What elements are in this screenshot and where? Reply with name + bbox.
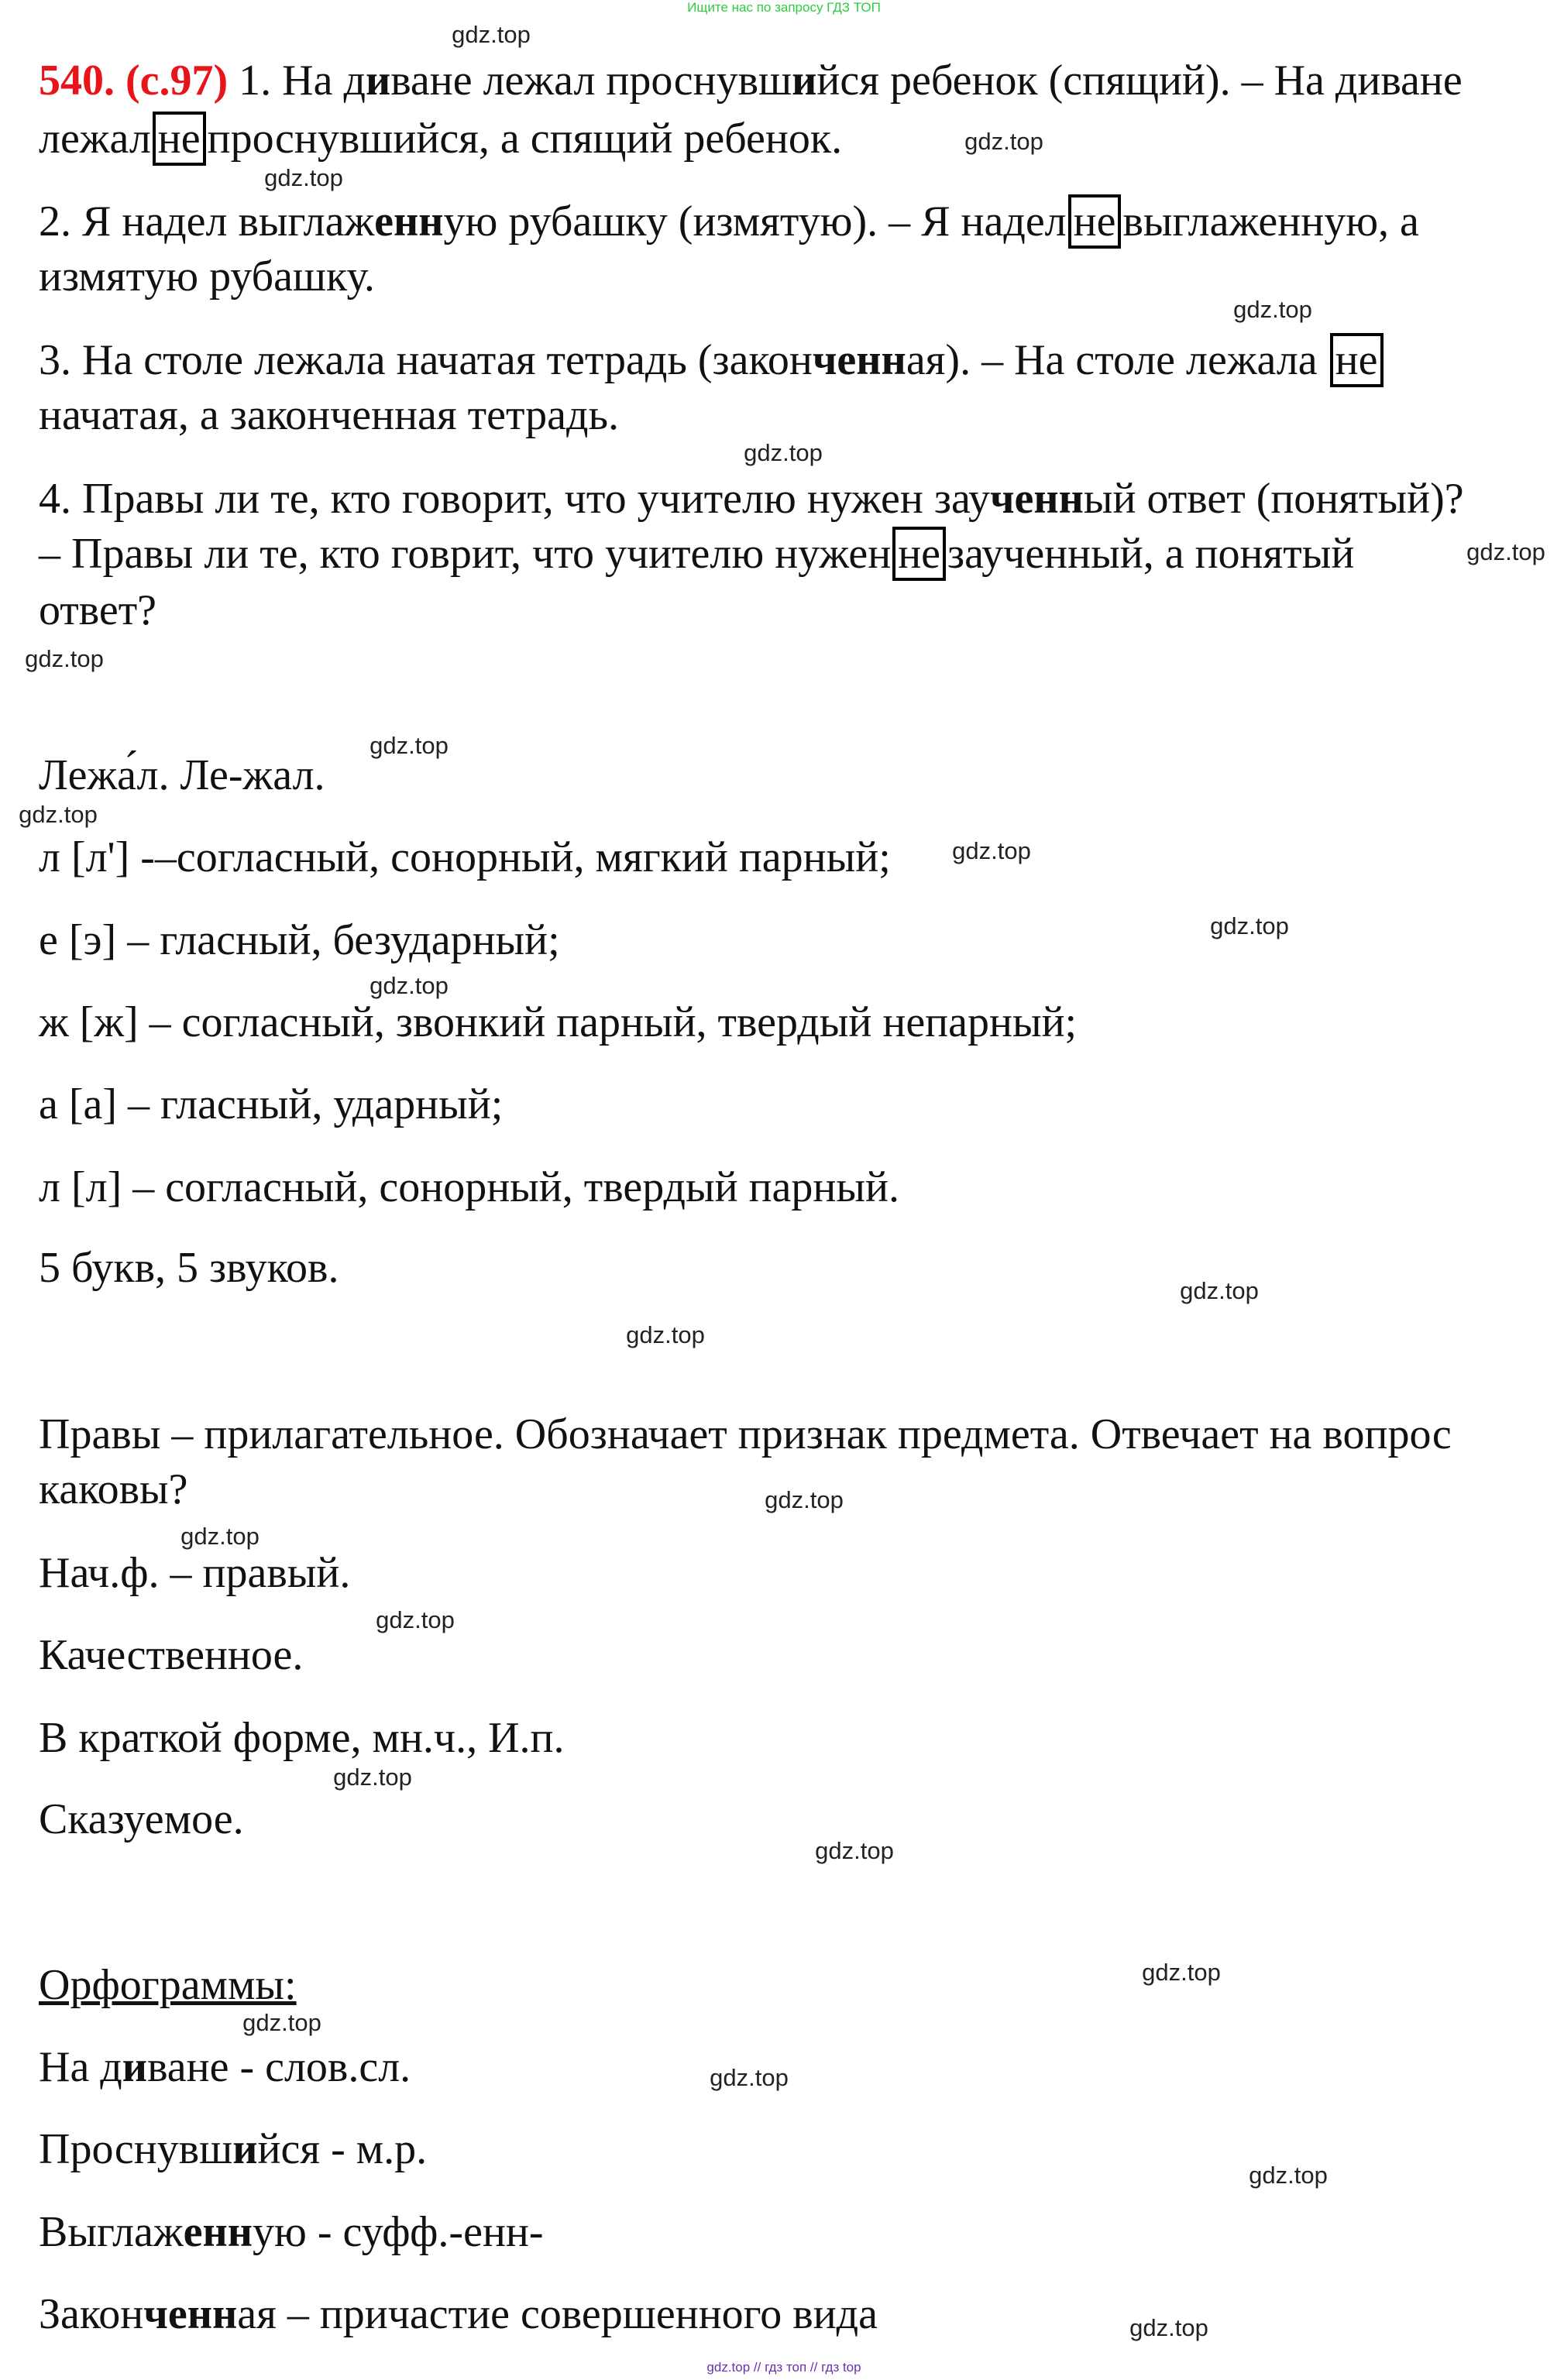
text-segment: Сказуемое. — [39, 1795, 244, 1843]
gdz-watermark: gdz.top — [1142, 1959, 1221, 1986]
gdz-watermark: gdz.top — [180, 1523, 260, 1550]
text-segment: л [л] – согласный, сонорный, твердый парный. — [39, 1163, 899, 1211]
text-line — [39, 1163, 899, 1212]
gdz-watermark: gdz.top — [19, 801, 98, 828]
text-segment: заученный, а понятый — [947, 530, 1355, 578]
boxed-particle: не — [1068, 194, 1122, 249]
highlighted-letters: и — [792, 57, 817, 105]
text-segment: 2. Я надел выглаж — [39, 197, 375, 246]
highlighted-letters: ченн — [143, 2290, 238, 2338]
text-segment: ая – причастие совершенного вида — [237, 2290, 878, 2338]
text-segment: 1. На д — [228, 57, 366, 105]
text-line — [39, 529, 1354, 579]
text-segment: каковы? — [39, 1465, 188, 1513]
text-line — [39, 1960, 297, 2010]
text-segment: ый ответ (понятый)? — [1083, 475, 1464, 523]
gdz-watermark: gdz.top — [333, 1764, 412, 1791]
text-segment: ую рубашку (измятую). – Я надел — [443, 197, 1067, 246]
text-segment: ответ? — [39, 586, 157, 634]
text-segment: 4. Правы ли те, кто говорит, что учителю нужен зау — [39, 475, 990, 523]
text-line — [39, 1713, 564, 1763]
text-line — [39, 252, 375, 301]
text-segment: е [э] – гласный, безударный; — [39, 916, 560, 964]
gdz-watermark: gdz.top — [25, 645, 104, 672]
gdz-watermark: gdz.top — [1249, 2162, 1328, 2189]
text-segment: Проснувш — [39, 2125, 233, 2173]
highlighted-letters: и — [122, 2043, 148, 2091]
text-line — [39, 56, 1463, 105]
gdz-watermark: gdz.top — [710, 2064, 789, 2091]
highlighted-letters: ченн — [989, 475, 1084, 523]
gdz-watermark: gdz.top — [370, 732, 449, 759]
gdz-watermark: gdz.top — [376, 1606, 455, 1633]
text-segment: Лежа́л. Ле-жал. — [39, 751, 325, 799]
gdz-watermark: gdz.top — [964, 128, 1043, 155]
gdz-watermark: gdz.top — [1129, 2314, 1208, 2341]
gdz-watermark: gdz.top — [815, 1837, 894, 1864]
text-line — [39, 1080, 503, 1129]
section-heading: Орфограммы: — [39, 1961, 297, 2009]
text-line — [39, 2289, 878, 2339]
text-segment: В краткой форме, мн.ч., И.п. — [39, 1714, 565, 1762]
text-segment: ую - суфф.-енн- — [252, 2208, 544, 2256]
text-segment: Правы – прилагательное. Обозначает признак предмета. Отвечает на вопрос — [39, 1410, 1452, 1458]
top-banner: Ищите нас по запросу ГДЗ ТОП — [687, 0, 881, 15]
text-line — [39, 1243, 339, 1293]
text-segment: Качественное. — [39, 1631, 304, 1679]
text-segment: проснувшийся, а спящий ребенок. — [207, 115, 843, 163]
text-segment: л [л'] -–согласный, сонорный, мягкий парный; — [39, 833, 891, 881]
text-segment: Закон — [39, 2290, 144, 2338]
text-line — [39, 1630, 303, 1680]
text-line — [39, 998, 1077, 1047]
text-line — [39, 1548, 350, 1598]
text-line — [39, 2207, 544, 2257]
text-segment: лежал — [39, 115, 151, 163]
highlighted-letters: ченн — [812, 336, 906, 384]
text-line — [39, 197, 1419, 246]
text-segment: измятую рубашку. — [39, 252, 375, 301]
text-line — [39, 915, 560, 965]
boxed-particle: не — [1330, 333, 1384, 387]
text-segment: ване лежал проснувш — [390, 57, 792, 105]
text-segment: ая). – На столе лежала — [906, 336, 1329, 384]
text-segment: а [а] – гласный, ударный; — [39, 1080, 504, 1128]
text-line — [39, 586, 156, 635]
gdz-watermark: gdz.top — [626, 1321, 705, 1348]
text-segment: 5 букв, 5 звуков. — [39, 1244, 339, 1292]
text-segment: йся - м.р. — [257, 2125, 428, 2173]
text-line — [39, 1465, 188, 1514]
text-line — [39, 335, 1385, 385]
text-line — [39, 1410, 1452, 1459]
gdz-watermark: gdz.top — [744, 439, 823, 466]
footer-watermark: gdz.top // гдз топ // гдз top — [706, 2360, 861, 2375]
text-segment: начатая, а законченная тетрадь. — [39, 391, 620, 439]
exercise-number: 540. (с.97) — [39, 57, 229, 105]
text-segment: Нач.ф. – правый. — [39, 1549, 351, 1597]
text-line — [39, 390, 619, 440]
gdz-watermark: gdz.top — [1466, 538, 1545, 565]
text-line — [39, 2042, 411, 2092]
highlighted-letters: и — [232, 2125, 258, 2173]
text-segment: ване - слов.сл. — [147, 2043, 411, 2091]
gdz-watermark: gdz.top — [1210, 912, 1289, 939]
gdz-watermark: gdz.top — [370, 972, 449, 999]
text-line — [39, 1794, 244, 1844]
text-segment: 3. На столе лежала начатая тетрадь (закон — [39, 336, 813, 384]
text-line — [39, 750, 325, 800]
highlighted-letters: енн — [374, 197, 444, 246]
text-segment: йся ребенок (спящий). – На диване — [816, 57, 1463, 105]
text-line — [39, 474, 1464, 524]
gdz-watermark: gdz.top — [1180, 1277, 1259, 1304]
gdz-watermark: gdz.top — [952, 837, 1031, 864]
gdz-watermark: gdz.top — [1233, 296, 1312, 323]
gdz-watermark: gdz.top — [765, 1486, 844, 1513]
highlighted-letters: енн — [183, 2208, 253, 2256]
highlighted-letters: и — [365, 57, 391, 105]
gdz-watermark: gdz.top — [264, 164, 343, 191]
text-segment: На д — [39, 2043, 122, 2091]
text-segment: Выглаж — [39, 2208, 184, 2256]
boxed-particle: не — [153, 112, 206, 166]
gdz-watermark: gdz.top — [242, 2009, 321, 2036]
gdz-watermark: gdz.top — [452, 21, 531, 48]
text-line — [39, 833, 891, 882]
text-segment: – Правы ли те, кто говрит, что учителю нужен — [39, 530, 892, 578]
text-line — [39, 114, 842, 163]
text-segment: ж [ж] – согласный, звонкий парный, твердый непарный; — [39, 998, 1078, 1046]
text-line — [39, 2124, 427, 2174]
boxed-particle: не — [892, 527, 946, 581]
text-segment: выглаженную, а — [1122, 197, 1419, 246]
